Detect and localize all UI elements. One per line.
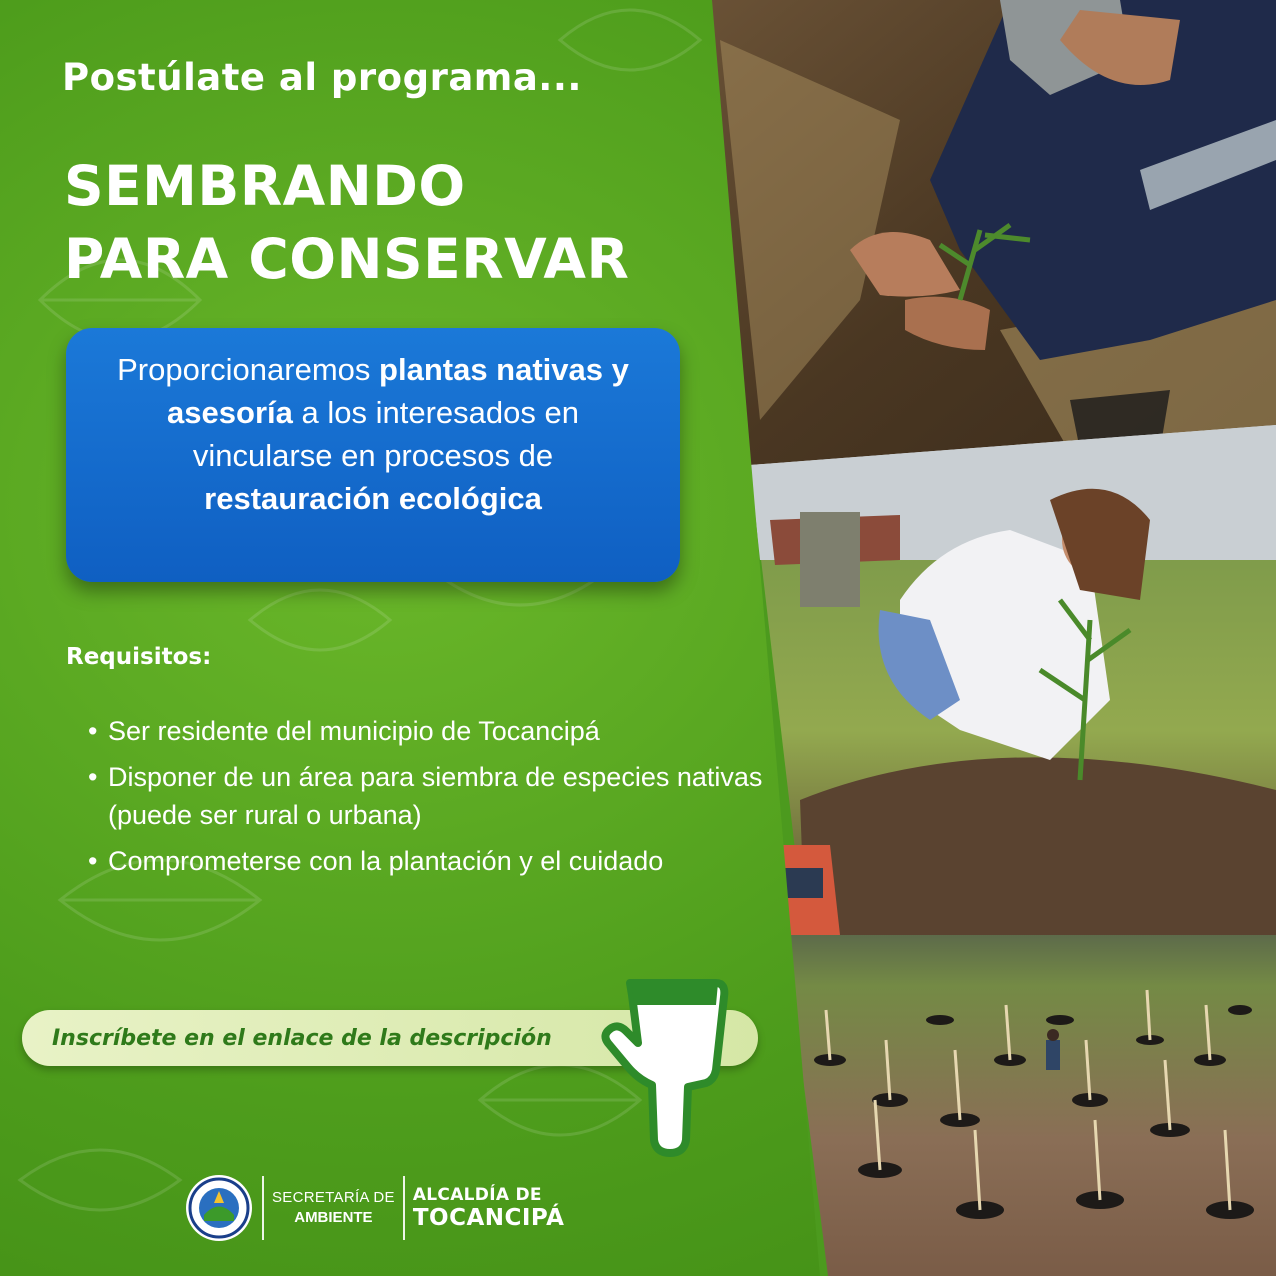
info-box [66,328,680,582]
requirements-list [88,712,768,888]
alcaldia-line-1: ALCALDÍA DE [412,1185,542,1205]
secretaria-label [272,1188,395,1228]
title-line-2: PARA CONSERVAR [64,227,630,291]
page-title [64,150,629,296]
requirements-title: Requisitos: [66,644,212,670]
title-line-1: SEMBRANDO [64,154,466,218]
alcaldia-label [413,1185,565,1231]
info-bold-1: plantas nativas y asesoría [167,352,629,430]
list-item [88,758,768,834]
photo-hands-planting [700,0,1276,480]
list-item [88,712,768,750]
alcaldia-line-2: TOCANCIPÁ [412,1205,565,1231]
requirement-text: Disponer de un área para siembra de especies nativas (puede ser rural o urbana) [108,762,763,830]
footer-logos [184,1172,564,1244]
municipal-seal-icon [184,1173,254,1243]
cta-label: Inscríbete en el enlace de la descripción [52,1025,552,1051]
footer-divider [262,1176,264,1240]
list-item [88,842,768,880]
info-text-1: Proporcionaremos [117,352,380,387]
secretaria-line-1: SECRETARÍA DE [272,1189,395,1206]
tagline: Postúlate al programa... [62,56,582,99]
secretaria-line-2: AMBIENTE [294,1209,373,1226]
footer-divider [403,1176,405,1240]
bullet-icon: • [88,716,98,746]
requirement-text: Comprometerse con la plantación y el cuidado [108,846,664,876]
bullet-icon: • [88,846,98,876]
info-text-2: a los interesados en vincularse en procesos de [192,395,579,473]
bullet-icon: • [88,762,98,792]
requirement-text: Ser residente del municipio de Tocancipá [108,716,600,746]
info-bold-2: restauración ecológica [204,481,542,516]
pointing-hand-icon [598,975,738,1160]
